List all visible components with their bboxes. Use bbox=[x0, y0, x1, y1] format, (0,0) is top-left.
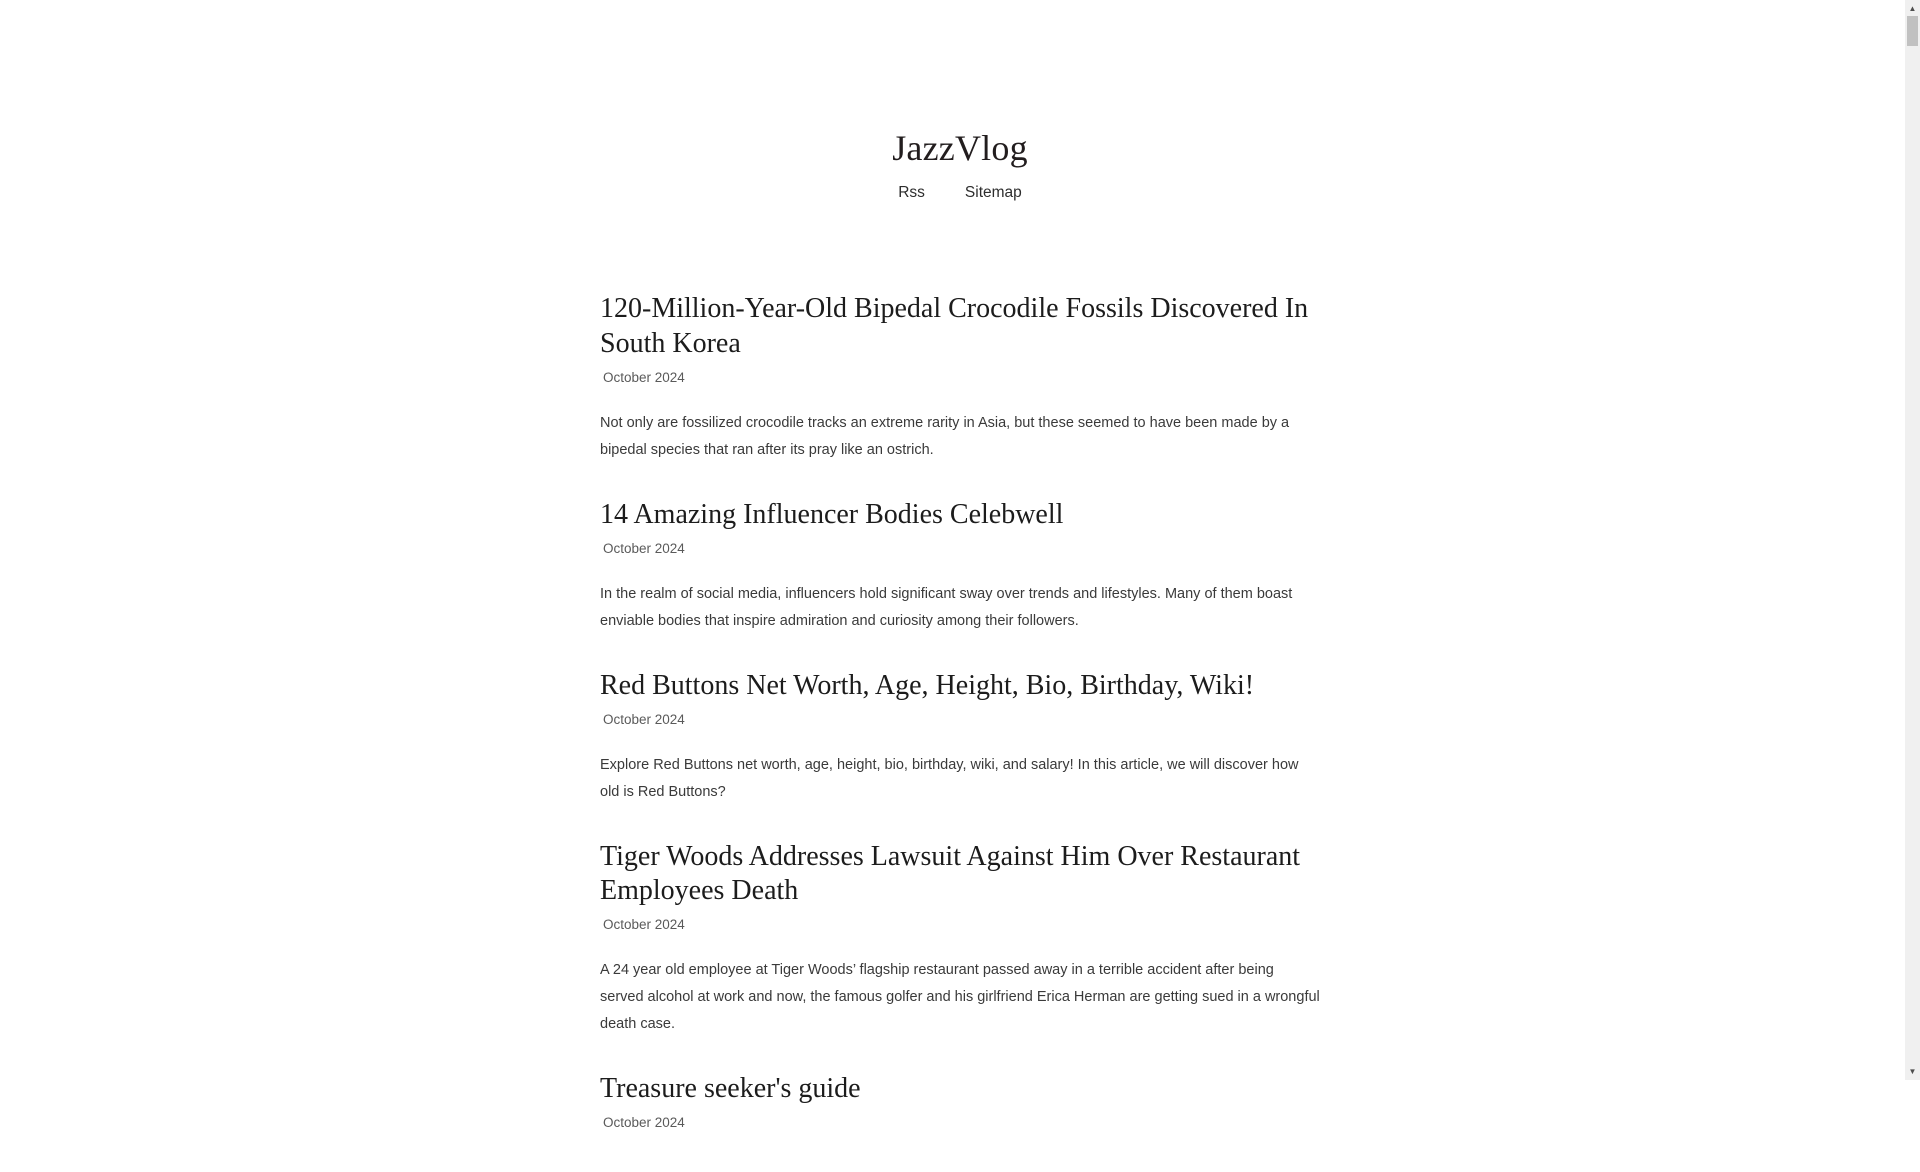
post-date: October 2024 bbox=[603, 1115, 685, 1131]
post-item bbox=[600, 840, 1320, 1039]
post-title-link[interactable]: 14 Amazing Influencer Bodies Celebwell bbox=[600, 498, 1064, 530]
post-excerpt: A 24 year old employee at Tiger Woods’ flagship restaurant passed away in a terrible accident after being served alcohol at work and now, the famous golfer and his girlfriend Erica Herman are getting sued in a wrongful death case. bbox=[600, 962, 1320, 1033]
scrollbar-track[interactable] bbox=[1905, 0, 1920, 1080]
post-date: October 2024 bbox=[603, 369, 685, 385]
post-title-link[interactable]: Tiger Woods Addresses Lawsuit Against Him Over Restaurant Employees Death bbox=[600, 840, 1301, 907]
post-list bbox=[600, 292, 1320, 1172]
scrollbar-up-icon[interactable]: ▲ bbox=[1908, 4, 1917, 13]
post-excerpt: In the realm of social media, influencers hold significant sway over trends and lifestyles. Many of them boast enviable bodies that inspire admiration and curiosity among their followers. bbox=[600, 585, 1293, 629]
nav-link-sitemap[interactable]: Sitemap bbox=[964, 184, 1022, 202]
scrollbar-thumb[interactable] bbox=[1907, 16, 1918, 46]
post-item bbox=[600, 669, 1320, 806]
site-title-link[interactable]: JazzVlog bbox=[892, 128, 1028, 168]
page-container bbox=[600, 0, 1320, 1172]
site-title bbox=[600, 128, 1320, 169]
scrollbar-down-icon[interactable]: ▼ bbox=[1908, 1067, 1917, 1076]
site-header bbox=[600, 0, 1320, 202]
post-date: October 2024 bbox=[603, 540, 685, 556]
post-title-link[interactable]: 120-Million-Year-Old Bipedal Crocodile Fossils Discovered In South Korea bbox=[600, 293, 1309, 360]
post-title bbox=[600, 1072, 1320, 1107]
post-title bbox=[600, 292, 1320, 361]
post-item bbox=[600, 498, 1320, 635]
post-title bbox=[600, 498, 1320, 533]
post-item bbox=[600, 292, 1320, 464]
nav-link-rss[interactable]: Rss bbox=[898, 184, 925, 202]
site-nav bbox=[600, 184, 1320, 202]
post-title bbox=[600, 840, 1320, 909]
post-item bbox=[600, 1072, 1320, 1132]
post-title-link[interactable]: Treasure seeker's guide bbox=[600, 1073, 861, 1105]
post-date: October 2024 bbox=[603, 711, 685, 727]
post-title bbox=[600, 669, 1320, 704]
post-date: October 2024 bbox=[603, 917, 685, 933]
post-title-link[interactable]: Red Buttons Net Worth, Age, Height, Bio, Birthday, Wiki! bbox=[600, 669, 1255, 701]
post-excerpt: Explore Red Buttons net worth, age, height, bio, birthday, wiki, and salary! In this article, we will discover how old is Red Buttons? bbox=[600, 756, 1299, 800]
post-excerpt: Not only are fossilized crocodile tracks an extreme rarity in Asia, but these seemed to have been made by a bipedal species that ran after its pray like an ostrich. bbox=[600, 415, 1290, 459]
